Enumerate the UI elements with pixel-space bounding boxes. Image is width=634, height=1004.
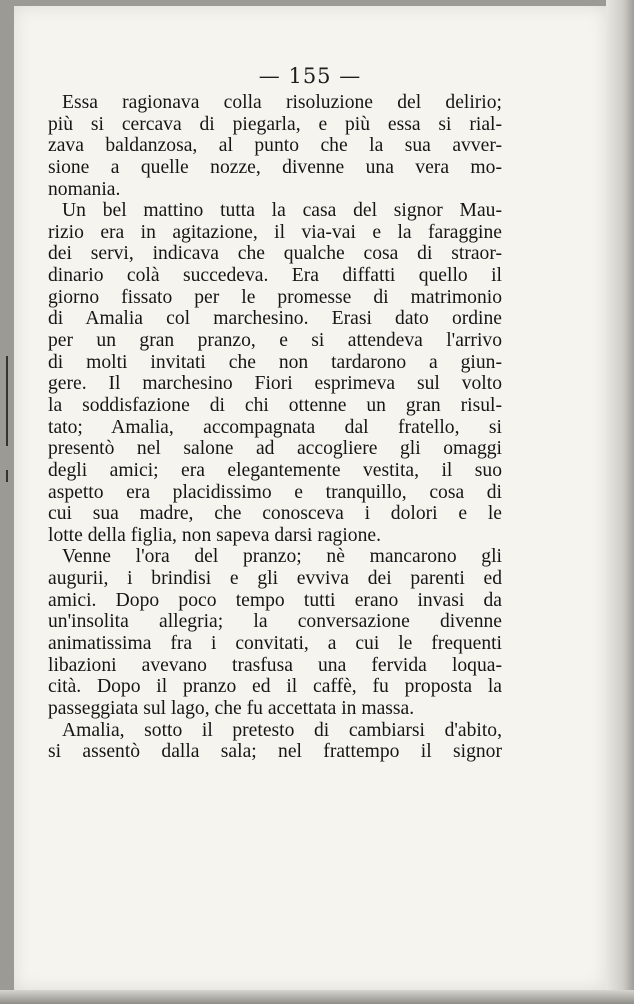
text-line: di molti invitati che non tardarono a giun- — [48, 351, 502, 373]
text-line: degli amici; era elegantemente vestita, il suo — [48, 459, 502, 481]
text-line: dei servi, indicava che qualche cosa di straor- — [48, 243, 502, 265]
text-line: passeggiata sul lago, che fu accettata in massa. — [48, 697, 415, 719]
text-line: gere. Il marchesino Fiori esprimeva sul volto — [48, 373, 502, 395]
binding-mark — [6, 470, 8, 482]
text-line: rizio era in agitazione, il via-vai e la faraggine — [48, 221, 502, 243]
text-line: dinario colà succedeva. Era diffatti quello il — [48, 265, 502, 287]
text-line: cui sua madre, che conosceva i dolori e le — [48, 503, 502, 525]
text-line: nomania. — [48, 178, 121, 200]
body-text — [48, 92, 502, 763]
text-line: zava baldanzosa, al punto che la sua avver- — [48, 135, 502, 157]
paragraph-2 — [48, 200, 502, 546]
text-line: libazioni avevano trasfusa una fervida loqua- — [48, 654, 502, 676]
text-line: Amalia, sotto il pretesto di cambiarsi d'abito, — [62, 719, 502, 741]
text-line: giorno fissato per le promesse di matrimonio — [48, 286, 502, 308]
text-line: più si cercava di piegarla, e più essa si rial- — [48, 113, 502, 135]
text-line: la soddisfazione di chi ottenne un gran risul- — [48, 394, 502, 416]
paragraph-1 — [48, 92, 502, 200]
text-line: amici. Dopo poco tempo tutti erano invasi da — [48, 589, 502, 611]
text-line: augurii, i brindisi e gli evviva dei parenti ed — [48, 568, 502, 590]
binding-mark — [6, 356, 8, 446]
page-number-header: — 155 — — [258, 64, 362, 88]
text-line: Un bel mattino tutta la casa del signor Mau- — [62, 200, 502, 222]
text-line: si assentò dalla sala; nel frattempo il signor — [48, 741, 502, 763]
text-line: Essa ragionava colla risoluzione del delirio; — [62, 92, 502, 113]
book-page — [14, 6, 606, 990]
page-bottom-edge — [0, 990, 634, 1004]
text-line: tato; Amalia, accompagnata dal fratello, si — [48, 416, 502, 438]
text-line: di Amalia col marchesino. Erasi dato ordine — [48, 308, 502, 330]
text-line: presentò nel salone ad accogliere gli omaggi — [48, 438, 502, 460]
text-line: Venne l'ora del pranzo; nè mancarono gli — [62, 546, 502, 568]
text-line: cità. Dopo il pranzo ed il caffè, fu proposta la — [48, 676, 502, 698]
text-line: animatissima fra i convitati, a cui le frequenti — [48, 633, 502, 655]
text-line: sione a quelle nozze, divenne una vera mo- — [48, 156, 502, 178]
page-edge-shadow — [606, 0, 634, 1004]
paragraph-4 — [48, 720, 502, 763]
text-line: lotte della figlia, non sapeva darsi ragione. — [48, 524, 381, 546]
paragraph-3 — [48, 546, 502, 719]
text-line: un'insolita allegria; la conversazione divenne — [48, 611, 502, 633]
text-line: per un gran pranzo, e si attendeva l'arrivo — [48, 330, 502, 352]
text-line: aspetto era placidissimo e tranquillo, cosa di — [48, 481, 502, 503]
